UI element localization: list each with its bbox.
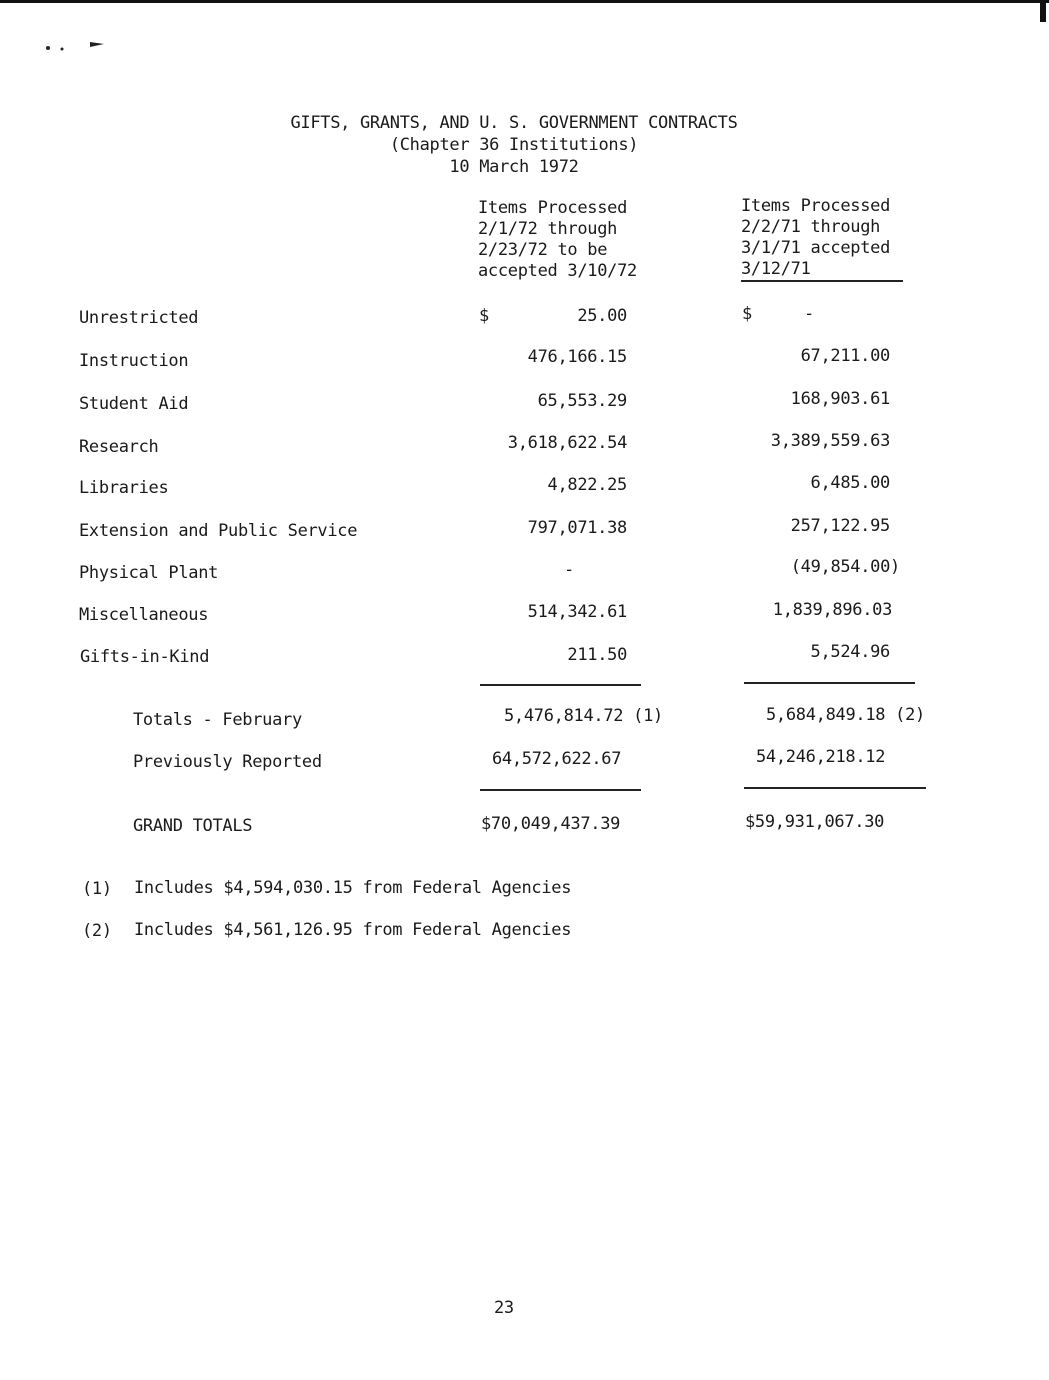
row-value-col1: 65,553.29 [537, 391, 627, 411]
grand-totals-col2: $59,931,067.30 [745, 812, 885, 832]
row-label: Libraries [79, 478, 169, 498]
column-header-2-line: 2/2/71 through [741, 217, 881, 237]
column-header-1-line: 2/23/72 to be [478, 240, 608, 260]
column-header-2-line: 3/1/71 accepted [741, 238, 891, 258]
subtotal-rule-col2 [744, 682, 915, 684]
page-edge-mark [1040, 0, 1046, 22]
row-value-col1: 476,166.15 [527, 347, 627, 367]
page-number: 23 [494, 1298, 514, 1318]
row-value-col1: 797,071.38 [527, 518, 627, 538]
column-header-1-line: 2/1/72 through [478, 219, 618, 239]
footnote-text: Includes $4,594,030.15 from Federal Agencies [134, 878, 572, 898]
row-value-col2: (49,854.00) [790, 557, 900, 577]
subtotal-rule-col1 [480, 684, 641, 686]
row-label: Unrestricted [79, 308, 199, 328]
scan-specks [44, 36, 114, 56]
row-label: Physical Plant [79, 563, 219, 583]
row-label: Miscellaneous [79, 605, 209, 625]
row-value-col2: 67,211.00 [800, 346, 890, 366]
column-header-2-line: 3/12/71 [741, 259, 811, 279]
footnote-marker: (1) [82, 879, 112, 899]
column-header-2-line: Items Processed [741, 196, 891, 216]
column-header-1 [478, 198, 637, 282]
grand-total-rule-col2 [744, 787, 926, 789]
row-value-col2: 6,485.00 [810, 473, 890, 493]
row-value-col1: 211.50 [567, 645, 627, 665]
grand-totals-label: GRAND TOTALS [133, 816, 253, 836]
row-value-col1: 4,822.25 [547, 475, 627, 495]
document-subtitle: (Chapter 36 Institutions) [389, 135, 639, 155]
page-top-border [0, 0, 1049, 3]
document-header [200, 112, 828, 178]
row-label: Instruction [79, 351, 189, 371]
header-underline [741, 280, 903, 282]
currency-sign: $ [742, 304, 752, 324]
row-label: Gifts-in-Kind [80, 647, 210, 667]
row-value-col2: - [804, 304, 814, 324]
row-label: Research [79, 437, 159, 457]
document-title: GIFTS, GRANTS, AND U. S. GOVERNMENT CONTRACTS [290, 113, 738, 133]
totals-february-col2: 5,684,849.18 (2) [766, 705, 925, 725]
column-header-2 [741, 196, 890, 280]
previously-reported-col2: 54,246,218.12 [756, 747, 886, 767]
currency-sign: $ [479, 306, 489, 326]
row-value-col2: 168,903.61 [790, 389, 890, 409]
row-value-col1: 3,618,622.54 [507, 433, 627, 453]
grand-totals-col1: $70,049,437.39 [481, 814, 621, 834]
column-header-1-line: Items Processed [478, 198, 628, 218]
row-label: Student Aid [79, 394, 189, 414]
footnote-marker: (2) [82, 921, 112, 941]
row-value-col1: - [564, 560, 574, 580]
grand-total-rule-col1 [480, 789, 641, 791]
row-value-col2: 257,122.95 [790, 516, 890, 536]
row-value-col1: 25.00 [577, 306, 627, 326]
previously-reported-label: Previously Reported [133, 752, 322, 772]
totals-february-col1: 5,476,814.72 (1) [504, 706, 663, 726]
row-value-col2: 1,839,896.03 [772, 600, 892, 620]
previously-reported-col1: 64,572,622.67 [492, 749, 622, 769]
totals-february-label: Totals - February [133, 710, 302, 730]
footnote-text: Includes $4,561,126.95 from Federal Agencies [134, 920, 572, 940]
column-header-1-line: accepted 3/10/72 [478, 261, 637, 281]
row-value-col2: 3,389,559.63 [770, 431, 890, 451]
row-value-col1: 514,342.61 [527, 602, 627, 622]
row-label: Extension and Public Service [79, 521, 358, 541]
document-date: 10 March 1972 [449, 157, 579, 177]
row-value-col2: 5,524.96 [810, 642, 890, 662]
